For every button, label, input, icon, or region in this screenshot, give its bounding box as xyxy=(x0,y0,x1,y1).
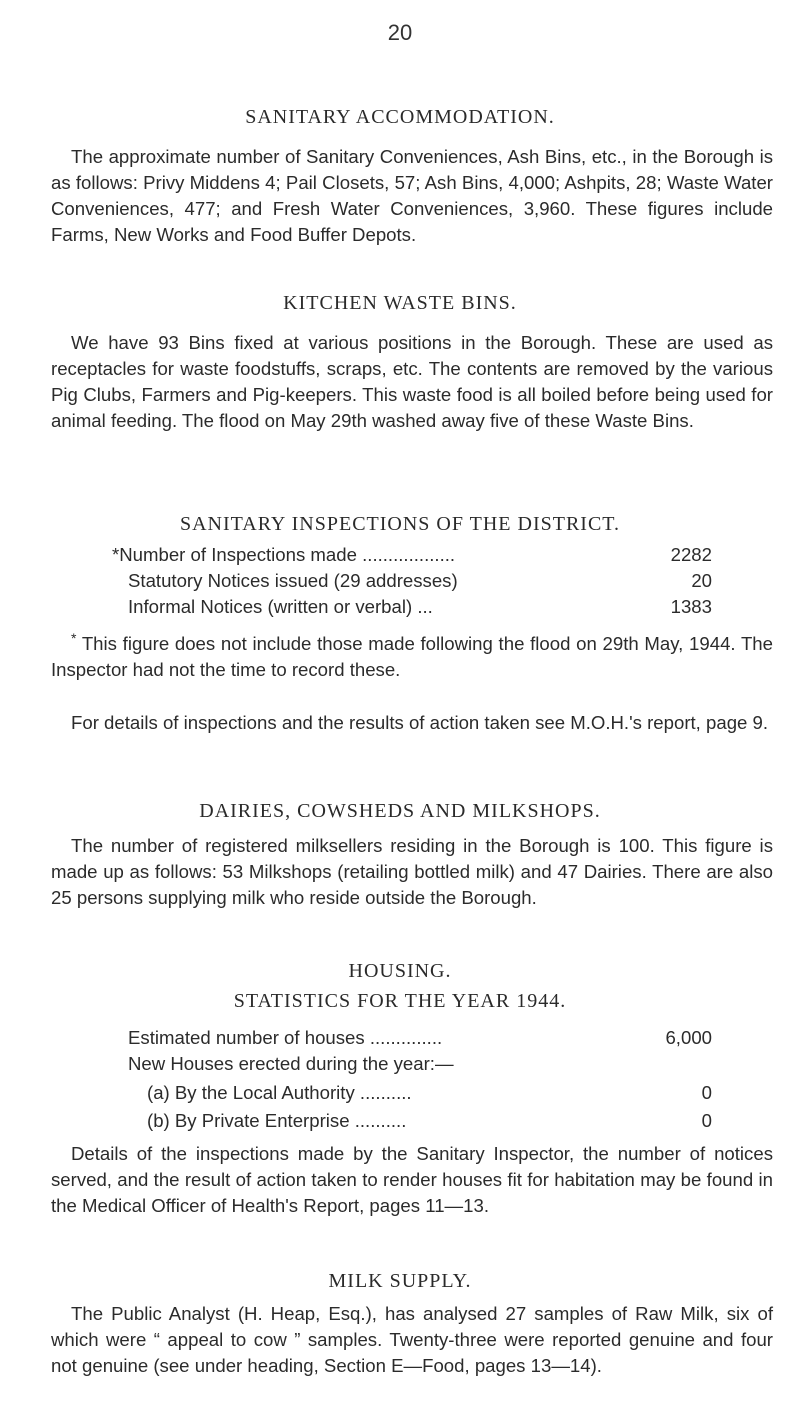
inspection-label: Informal Notices (written or verbal) ... xyxy=(128,596,433,617)
inspection-label: Statutory Notices issued (29 addresses) xyxy=(128,570,458,591)
inspection-value: 20 xyxy=(691,570,712,591)
paragraph-inspection-details: For details of inspections and the results of action taken see M.O.H.'s report, page 9. xyxy=(71,712,769,733)
housing-item-value: 0 xyxy=(701,1110,712,1131)
paragraph-sanitary-accommodation: The approximate number of Sanitary Conveniences, Ash Bins, etc., in the Borough is as follows: Privy Middens 4; Pail Closets, 57; Ash Bins, 4,000; Ashpits, 28; Waste Water Conveniences, 477; and Fresh Water Conveniences, 3,960. These figures include Farms, New Works and Food Buffer Depots. xyxy=(51,146,773,245)
heading-dairies: DAIRIES, COWSHEDS AND MILKSHOPS. xyxy=(199,800,601,822)
housing-estimated-label: Estimated number of houses .............. xyxy=(128,1027,443,1048)
paragraph-milk-supply: The Public Analyst (H. Heap, Esq.), has analysed 27 samples of Raw Milk, six of which were “ appeal to cow ” samples. Twenty-three were reported genuine and four not genuine (see under heading, Section E—Food, pages 13—14). xyxy=(51,1303,773,1376)
housing-new-houses-label: New Houses erected during the year:— xyxy=(128,1053,454,1074)
heading-housing: HOUSING. xyxy=(348,960,452,982)
inspection-value: 1383 xyxy=(670,596,712,617)
footnote-marker: * xyxy=(71,629,77,646)
housing-item-value: 0 xyxy=(701,1082,712,1103)
housing-item-label: (b) By Private Enterprise .......... xyxy=(147,1110,407,1131)
heading-sanitary-accommodation: SANITARY ACCOMMODATION. xyxy=(245,106,555,128)
housing-estimated-value: 6,000 xyxy=(665,1027,712,1048)
heading-kitchen-waste-bins: KITCHEN WASTE BINS. xyxy=(283,292,517,314)
inspection-footnote xyxy=(51,631,773,683)
paragraph-housing-details: Details of the inspections made by the Sanitary Inspector, the number of notices served, and the result of action taken to render houses fit for habitation may be found in the Medical Officer of Health's Report, pages 11—13. xyxy=(51,1143,773,1216)
inspection-label: *Number of Inspections made .................. xyxy=(112,544,456,565)
footnote-text: This figure does not include those made following the flood on 29th May, 1944. The Inspector had not the time to record these. xyxy=(51,633,773,680)
subheading-housing-statistics: STATISTICS FOR THE YEAR 1944. xyxy=(233,990,567,1012)
paragraph-kitchen-waste-bins: We have 93 Bins fixed at various positions in the Borough. These are used as receptacles for waste foodstuffs, scraps, etc. The contents are removed by the various Pig Clubs, Farmers and Pig-keepers. This waste food is all boiled before being used for animal feeding. The flood on May 29th washed away five of these Waste Bins. xyxy=(51,332,773,431)
inspection-value: 2282 xyxy=(670,544,712,565)
heading-milk-supply: MILK SUPPLY. xyxy=(328,1270,472,1292)
page-number: 20 xyxy=(387,20,413,45)
heading-sanitary-inspections: SANITARY INSPECTIONS OF THE DISTRICT. xyxy=(179,513,621,535)
paragraph-dairies: The number of registered milksellers residing in the Borough is 100. This figure is made up as follows: 53 Milkshops (retailing bottled milk) and 47 Dairies. There are also 25 persons supplying milk who reside outside the Borough. xyxy=(51,835,773,908)
housing-item-label: (a) By the Local Authority .......... xyxy=(147,1082,412,1103)
